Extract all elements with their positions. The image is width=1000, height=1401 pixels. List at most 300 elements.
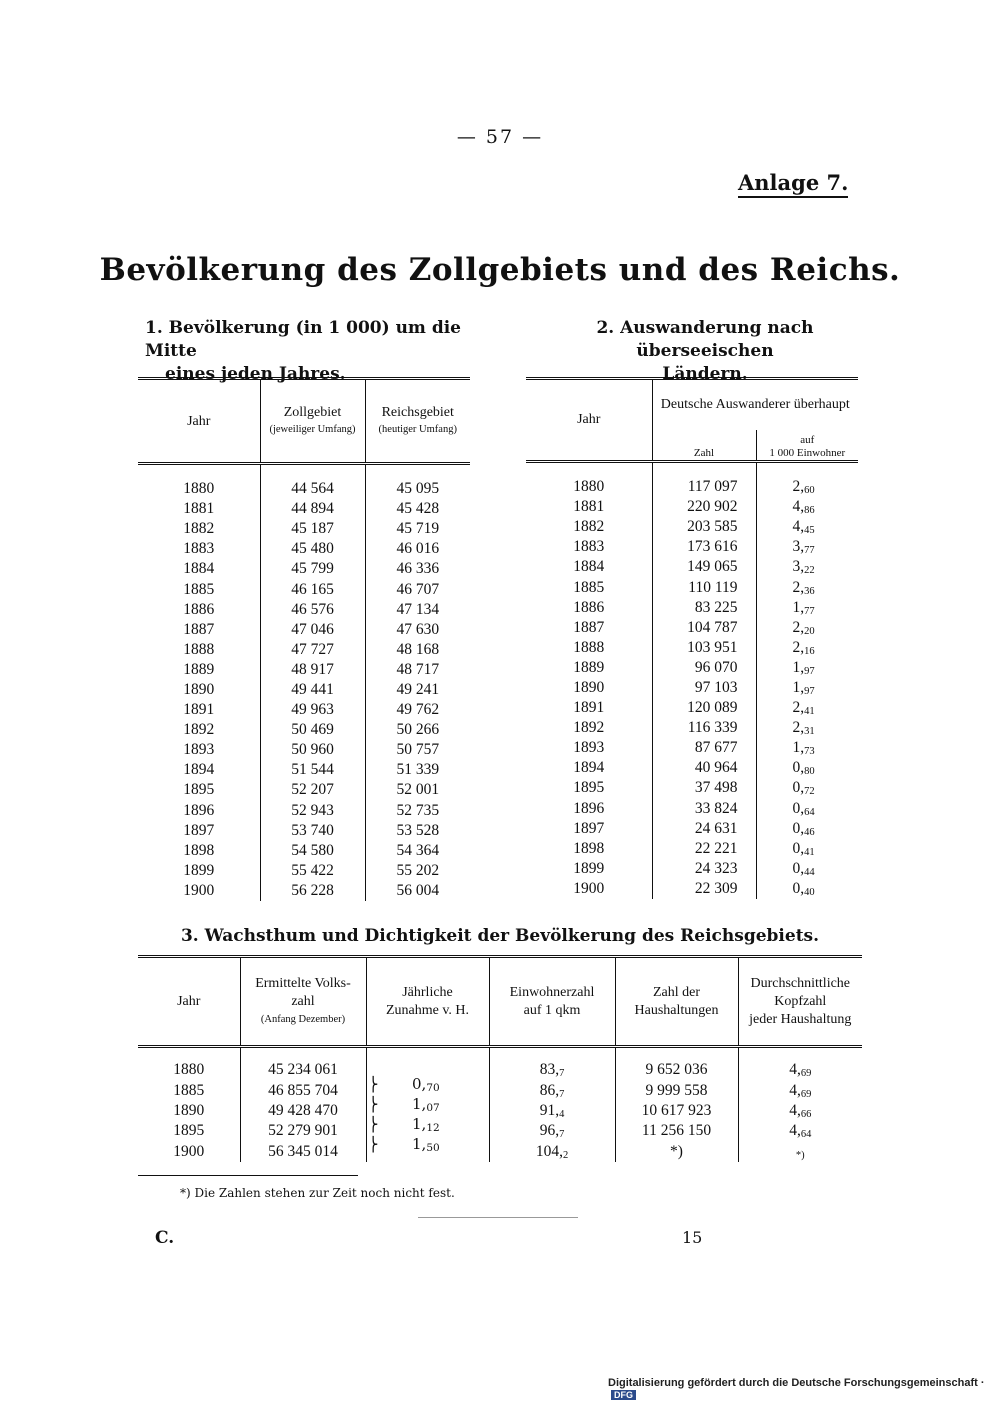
t2-year: 1895 xyxy=(573,779,605,797)
t3-avg xyxy=(738,1142,862,1162)
t3-density-int: 91, xyxy=(539,1101,560,1119)
t3-avg-int: 4, xyxy=(789,1061,801,1079)
t3-rate-dec: 07 xyxy=(426,1102,440,1114)
t1-zoll: 56 228 xyxy=(260,881,365,901)
t1-row xyxy=(138,680,470,700)
t1-year: 1886 xyxy=(183,600,215,618)
t3-avg-dec: *) xyxy=(795,1149,805,1161)
emigration-table xyxy=(526,377,858,899)
t3-density-dec: 7 xyxy=(559,1129,565,1141)
t2-zahl: 203 585 xyxy=(652,517,756,537)
t1-reich: 51 339 xyxy=(365,760,470,780)
t2-ratio-dec: 41 xyxy=(804,846,815,858)
t2-year: 1886 xyxy=(573,598,605,616)
t2-ratio-dec: 45 xyxy=(804,525,815,537)
t2-ratio xyxy=(756,517,858,537)
t2-zahl: 83 225 xyxy=(652,598,756,618)
t1-year: 1882 xyxy=(183,520,215,538)
t2-row xyxy=(526,537,858,557)
t1-year: 1884 xyxy=(183,560,215,578)
t1-header-year: Jahr xyxy=(138,379,260,464)
t2-ratio-int: 2, xyxy=(792,618,805,636)
t1-reich: 52 001 xyxy=(365,780,470,800)
t2-ratio-dec: 64 xyxy=(804,806,815,818)
t2-ratio-int: 2, xyxy=(792,719,805,737)
t1-row xyxy=(138,821,470,841)
t2-ratio-int: 4, xyxy=(792,498,805,516)
t2-ratio-dec: 31 xyxy=(804,726,815,738)
t1-row xyxy=(138,499,470,519)
t2-ratio xyxy=(756,839,858,859)
table-end-rule xyxy=(138,1175,358,1176)
t2-ratio-int: 2, xyxy=(792,478,805,496)
t2-ratio-int: 2, xyxy=(792,638,805,656)
t3-rate-dec: 12 xyxy=(426,1122,440,1134)
t1-zoll: 50 469 xyxy=(260,720,365,740)
t2-row xyxy=(526,799,858,819)
t1-header-reich-label: Reichsgebiet xyxy=(381,405,454,420)
t1-reich: 50 757 xyxy=(365,740,470,760)
t1-year: 1883 xyxy=(183,540,215,558)
t1-zoll: 44 894 xyxy=(260,499,365,519)
t1-zoll: 52 943 xyxy=(260,801,365,821)
t1-row xyxy=(138,539,470,559)
brace-icon: ⎬ xyxy=(368,1097,379,1113)
t2-row xyxy=(526,859,858,879)
t2-year: 1890 xyxy=(573,678,605,696)
section1-line1: 1. Bevölkerung (in 1 000) um die Mitte xyxy=(145,318,462,361)
t2-year: 1896 xyxy=(573,799,605,817)
t2-ratio-dec: 36 xyxy=(804,585,815,597)
sheet-number: 15 xyxy=(682,1228,703,1247)
t2-zahl: 96 070 xyxy=(652,658,756,678)
t1-zoll: 48 917 xyxy=(260,660,365,680)
t3-avg xyxy=(738,1080,862,1100)
t2-row xyxy=(526,517,858,537)
t3-header-avg-3: jeder Haushaltung xyxy=(749,1011,852,1027)
t1-reich: 48 717 xyxy=(365,660,470,680)
t2-year: 1882 xyxy=(573,518,605,536)
t2-ratio-int: 3, xyxy=(792,558,805,576)
t1-year: 1893 xyxy=(183,741,215,759)
t3-density xyxy=(489,1121,615,1141)
t3-row xyxy=(138,1080,862,1100)
t1-row xyxy=(138,700,470,720)
page-number: — 57 — xyxy=(456,126,544,148)
t1-reich: 46 707 xyxy=(365,579,470,599)
t2-row xyxy=(526,879,858,899)
t1-row xyxy=(138,861,470,881)
t2-zahl: 220 902 xyxy=(652,497,756,517)
t2-row xyxy=(526,678,858,698)
t1-zoll: 46 576 xyxy=(260,600,365,620)
t3-header-households-2: Haushaltungen xyxy=(634,1002,719,1018)
t1-year: 1891 xyxy=(183,701,215,719)
t3-pop: 52 279 901 xyxy=(240,1121,366,1141)
t3-header-year: Jahr xyxy=(138,957,240,1047)
brace-icon: ⎬ xyxy=(368,1117,379,1133)
t2-zahl: 103 951 xyxy=(652,638,756,658)
t2-ratio-int: 2, xyxy=(792,578,805,596)
t3-households: 11 256 150 xyxy=(615,1121,738,1141)
t3-avg-dec: 69 xyxy=(800,1068,812,1080)
t1-zoll: 45 799 xyxy=(260,559,365,579)
t2-ratio xyxy=(756,658,858,678)
t3-density-dec: 4 xyxy=(559,1108,565,1120)
t1-reich: 52 735 xyxy=(365,801,470,821)
t3-header-households-1: Zahl der xyxy=(652,984,701,1000)
t3-rate xyxy=(412,1135,440,1153)
t3-rate-dec: 70 xyxy=(426,1082,440,1094)
t2-ratio-int: 0, xyxy=(792,779,805,797)
t3-avg xyxy=(738,1101,862,1121)
t2-row xyxy=(526,658,858,678)
t1-reich: 46 336 xyxy=(365,559,470,579)
t3-year: 1900 xyxy=(173,1142,205,1160)
t2-row xyxy=(526,778,858,798)
t2-year: 1900 xyxy=(573,879,605,897)
t1-year: 1896 xyxy=(183,801,215,819)
signature-mark: C. xyxy=(155,1228,175,1248)
t1-row xyxy=(138,740,470,760)
t2-year: 1893 xyxy=(573,739,605,757)
t2-header-zahl: Zahl xyxy=(652,430,756,462)
t2-year: 1884 xyxy=(573,558,605,576)
page-title: Bevölkerung des Zollgebiets und des Reichs. xyxy=(99,252,901,288)
t3-density-dec: 7 xyxy=(559,1088,565,1100)
t2-ratio-dec: 77 xyxy=(804,605,815,617)
t3-avg-dec: 69 xyxy=(800,1088,812,1100)
t2-ratio-int: 0, xyxy=(792,799,805,817)
t3-rate xyxy=(412,1075,440,1093)
t1-year: 1900 xyxy=(183,881,215,899)
t2-row xyxy=(526,497,858,517)
t3-avg xyxy=(738,1121,862,1141)
t3-density-int: 86, xyxy=(539,1081,560,1099)
t3-pop: 56 345 014 xyxy=(240,1142,366,1162)
t3-row xyxy=(138,1047,862,1081)
t2-row xyxy=(526,738,858,758)
t1-year: 1885 xyxy=(183,580,215,598)
t1-year: 1894 xyxy=(183,761,215,779)
t2-ratio-int: 0, xyxy=(792,879,805,897)
t2-ratio-dec: 16 xyxy=(804,645,815,657)
t2-row xyxy=(526,618,858,638)
t1-header-zoll xyxy=(260,379,365,464)
t2-row xyxy=(526,698,858,718)
t2-ratio-dec: 60 xyxy=(804,485,815,497)
t2-zahl: 22 221 xyxy=(652,839,756,859)
t2-zahl: 22 309 xyxy=(652,879,756,899)
t3-avg-int: 4, xyxy=(789,1122,801,1140)
section1-line2: eines jeden Jahres. xyxy=(165,364,346,384)
t3-density-int: 96, xyxy=(539,1122,560,1140)
t2-year: 1894 xyxy=(573,759,605,777)
t2-ratio-dec: 41 xyxy=(804,706,815,718)
t1-zoll: 53 740 xyxy=(260,821,365,841)
t3-pop: 45 234 061 xyxy=(240,1047,366,1081)
t1-year: 1888 xyxy=(183,640,215,658)
t2-zahl: 117 097 xyxy=(652,462,756,498)
t2-zahl: 24 323 xyxy=(652,859,756,879)
t3-households: 9 999 558 xyxy=(615,1080,738,1100)
t2-ratio xyxy=(756,758,858,778)
t2-row xyxy=(526,557,858,577)
t1-zoll: 50 960 xyxy=(260,740,365,760)
t1-year: 1889 xyxy=(183,660,215,678)
t2-ratio-int: 2, xyxy=(792,699,805,717)
t2-ratio-int: 1, xyxy=(792,598,805,616)
t2-zahl: 149 065 xyxy=(652,557,756,577)
t2-header-per xyxy=(756,430,858,462)
t1-reich: 54 364 xyxy=(365,841,470,861)
t1-year: 1880 xyxy=(183,480,215,498)
t2-ratio xyxy=(756,799,858,819)
t3-households: 10 617 923 xyxy=(615,1101,738,1121)
t1-zoll: 51 544 xyxy=(260,760,365,780)
t2-ratio xyxy=(756,577,858,597)
t3-header-pop xyxy=(240,957,366,1047)
t3-row xyxy=(138,1142,862,1162)
t1-reich: 47 134 xyxy=(365,600,470,620)
population-table xyxy=(138,377,470,901)
t1-zoll: 52 207 xyxy=(260,780,365,800)
t1-year: 1892 xyxy=(183,721,215,739)
bottom-rule xyxy=(418,1217,578,1218)
t3-avg-int: 4, xyxy=(789,1101,801,1119)
t2-ratio-dec: 72 xyxy=(804,786,815,798)
t2-year: 1891 xyxy=(573,699,605,717)
t3-header-pop-1: Ermittelte Volks- xyxy=(255,975,351,991)
t1-row xyxy=(138,579,470,599)
t2-row xyxy=(526,819,858,839)
t3-density-dec: 7 xyxy=(559,1068,565,1080)
t3-header-rate xyxy=(366,957,489,1047)
t2-ratio-int: 3, xyxy=(792,538,805,556)
t2-year: 1881 xyxy=(573,498,605,516)
t3-header-pop-2: zahl xyxy=(291,993,315,1009)
t1-year: 1895 xyxy=(183,781,215,799)
t3-rate-int: 1, xyxy=(412,1115,427,1133)
t1-header-zoll-sub: (jeweiliger Umfang) xyxy=(269,424,356,435)
t2-row xyxy=(526,577,858,597)
t3-year: 1880 xyxy=(173,1061,205,1079)
t2-zahl: 33 824 xyxy=(652,799,756,819)
t3-density-int: 83, xyxy=(539,1061,560,1079)
t2-ratio-int: 1, xyxy=(792,658,805,676)
t2-ratio-dec: 20 xyxy=(804,625,815,637)
t1-zoll: 54 580 xyxy=(260,841,365,861)
t2-ratio-dec: 86 xyxy=(804,505,815,517)
t3-density-int: 104, xyxy=(535,1142,563,1160)
t2-ratio-dec: 97 xyxy=(804,685,815,697)
section2-heading xyxy=(555,317,855,386)
t1-row xyxy=(138,660,470,680)
t1-year: 1899 xyxy=(183,861,215,879)
t2-header-per-2: 1 000 Einwohner xyxy=(769,447,846,459)
t3-households: 9 652 036 xyxy=(615,1047,738,1081)
appendix-label: Anlage 7. xyxy=(738,170,848,198)
t3-row xyxy=(138,1101,862,1121)
t2-zahl: 104 787 xyxy=(652,618,756,638)
t1-row xyxy=(138,760,470,780)
t1-zoll: 45 187 xyxy=(260,519,365,539)
t3-header-avg-2: Kopfzahl xyxy=(774,993,827,1009)
dfg-notice-text: Digitalisierung gefördert durch die Deutsche Forschungsgemeinschaft · xyxy=(608,1377,985,1389)
t1-header-reich xyxy=(365,379,470,464)
t3-pop: 46 855 704 xyxy=(240,1080,366,1100)
t3-header-households xyxy=(615,957,738,1047)
t1-header-zoll-label: Zollgebiet xyxy=(283,405,342,420)
t2-ratio-dec: 77 xyxy=(804,545,815,557)
t2-ratio xyxy=(756,557,858,577)
t2-year: 1897 xyxy=(573,819,605,837)
t2-year: 1898 xyxy=(573,839,605,857)
t1-row xyxy=(138,780,470,800)
t2-row xyxy=(526,462,858,498)
t2-zahl: 110 119 xyxy=(652,577,756,597)
t1-zoll: 45 480 xyxy=(260,539,365,559)
t1-reich: 48 168 xyxy=(365,640,470,660)
t2-ratio-dec: 46 xyxy=(804,826,815,838)
t2-year: 1887 xyxy=(573,618,605,636)
t2-row xyxy=(526,758,858,778)
t1-row xyxy=(138,640,470,660)
t3-header-rate-2: Zunahme v. H. xyxy=(385,1002,470,1018)
t2-zahl: 173 616 xyxy=(652,537,756,557)
t3-rate-int: 0, xyxy=(412,1075,427,1093)
t1-zoll: 44 564 xyxy=(260,464,365,500)
t1-zoll: 47 046 xyxy=(260,620,365,640)
t2-ratio-dec: 22 xyxy=(804,565,815,577)
t1-reich: 50 266 xyxy=(365,720,470,740)
t1-zoll: 49 441 xyxy=(260,680,365,700)
growth-density-table xyxy=(138,955,862,1162)
t3-header-avg-1: Durchschnittliche xyxy=(750,975,851,991)
t2-ratio xyxy=(756,718,858,738)
t2-ratio-dec: 80 xyxy=(804,766,815,778)
t1-year: 1887 xyxy=(183,620,215,638)
t1-reich: 55 202 xyxy=(365,861,470,881)
t3-rate xyxy=(412,1115,440,1133)
t2-year: 1885 xyxy=(573,578,605,596)
t3-header-density-1: Einwohnerzahl xyxy=(509,984,595,1000)
t1-reich: 47 630 xyxy=(365,620,470,640)
section2-line1: 2. Auswanderung nach überseeischen xyxy=(596,318,814,361)
t2-ratio xyxy=(756,598,858,618)
t2-ratio xyxy=(756,738,858,758)
footnote: *) Die Zahlen stehen zur Zeit noch nicht fest. xyxy=(180,1186,455,1200)
t1-row xyxy=(138,464,470,500)
t2-ratio xyxy=(756,618,858,638)
t2-zahl: 97 103 xyxy=(652,678,756,698)
t2-zahl: 116 339 xyxy=(652,718,756,738)
brace-icon: ⎬ xyxy=(368,1077,379,1093)
t2-ratio-int: 1, xyxy=(792,739,805,757)
t2-ratio xyxy=(756,537,858,557)
t2-year: 1888 xyxy=(573,638,605,656)
t2-year: 1889 xyxy=(573,658,605,676)
t1-header-reich-sub: (heutiger Umfang) xyxy=(378,424,457,435)
t1-reich: 46 016 xyxy=(365,539,470,559)
t3-density xyxy=(489,1047,615,1081)
t3-year: 1895 xyxy=(173,1122,205,1140)
t1-row xyxy=(138,620,470,640)
t2-zahl: 40 964 xyxy=(652,758,756,778)
t2-header-group: Deutsche Auswanderer überhaupt xyxy=(652,379,858,431)
t2-ratio-dec: 44 xyxy=(804,866,815,878)
t3-header-density-2: auf 1 qkm xyxy=(523,1002,581,1018)
t3-year: 1890 xyxy=(173,1101,205,1119)
section3-heading: 3. Wachsthum und Dichtigkeit der Bevölkerung des Reichsgebiets. xyxy=(180,926,820,946)
t3-header-avg xyxy=(738,957,862,1047)
t2-ratio xyxy=(756,678,858,698)
t2-ratio xyxy=(756,497,858,517)
t2-ratio-int: 1, xyxy=(792,678,805,696)
t2-ratio-dec: 97 xyxy=(804,665,815,677)
t1-year: 1890 xyxy=(183,680,215,698)
t2-ratio-int: 0, xyxy=(792,819,805,837)
t1-reich: 45 428 xyxy=(365,499,470,519)
t3-rate-dec: 50 xyxy=(426,1142,440,1154)
t2-zahl: 120 089 xyxy=(652,698,756,718)
t2-zahl: 37 498 xyxy=(652,778,756,798)
t3-density-dec: 2 xyxy=(562,1149,569,1161)
t3-density xyxy=(489,1142,615,1162)
dfg-notice xyxy=(608,1377,1000,1401)
t2-ratio-int: 0, xyxy=(792,859,805,877)
t3-households: *) xyxy=(615,1142,738,1162)
t1-zoll: 49 963 xyxy=(260,700,365,720)
t3-rate-int: 1, xyxy=(412,1135,427,1153)
t2-ratio xyxy=(756,698,858,718)
t3-avg-dec: 66 xyxy=(800,1108,812,1120)
t3-avg-int: 4, xyxy=(789,1081,801,1099)
t2-row xyxy=(526,638,858,658)
t1-zoll: 47 727 xyxy=(260,640,365,660)
t2-zahl: 24 631 xyxy=(652,819,756,839)
t2-year: 1883 xyxy=(573,538,605,556)
t2-ratio xyxy=(756,879,858,899)
t3-avg-dec: 64 xyxy=(800,1129,812,1141)
t1-year: 1881 xyxy=(183,500,215,518)
t1-row xyxy=(138,720,470,740)
t2-zahl: 87 677 xyxy=(652,738,756,758)
t2-ratio-dec: 40 xyxy=(804,886,815,898)
t1-zoll: 46 165 xyxy=(260,579,365,599)
t1-row xyxy=(138,801,470,821)
t2-ratio xyxy=(756,859,858,879)
brace-icon: ⎬ xyxy=(368,1137,379,1153)
t2-ratio-int: 0, xyxy=(792,759,805,777)
t2-header-year: Jahr xyxy=(526,379,652,462)
t1-row xyxy=(138,519,470,539)
t3-rate-int: 1, xyxy=(412,1095,427,1113)
t1-year: 1897 xyxy=(183,821,215,839)
t2-ratio-int: 4, xyxy=(792,518,805,536)
t1-row xyxy=(138,841,470,861)
t1-year: 1898 xyxy=(183,841,215,859)
t2-row xyxy=(526,718,858,738)
t3-rate xyxy=(412,1095,440,1113)
t3-avg xyxy=(738,1047,862,1081)
t1-row xyxy=(138,881,470,901)
t2-ratio xyxy=(756,462,858,498)
t3-header-rate-1: Jährliche xyxy=(402,984,453,1000)
t3-row xyxy=(138,1121,862,1141)
t2-ratio xyxy=(756,819,858,839)
section2-line2: Ländern. xyxy=(662,364,748,384)
